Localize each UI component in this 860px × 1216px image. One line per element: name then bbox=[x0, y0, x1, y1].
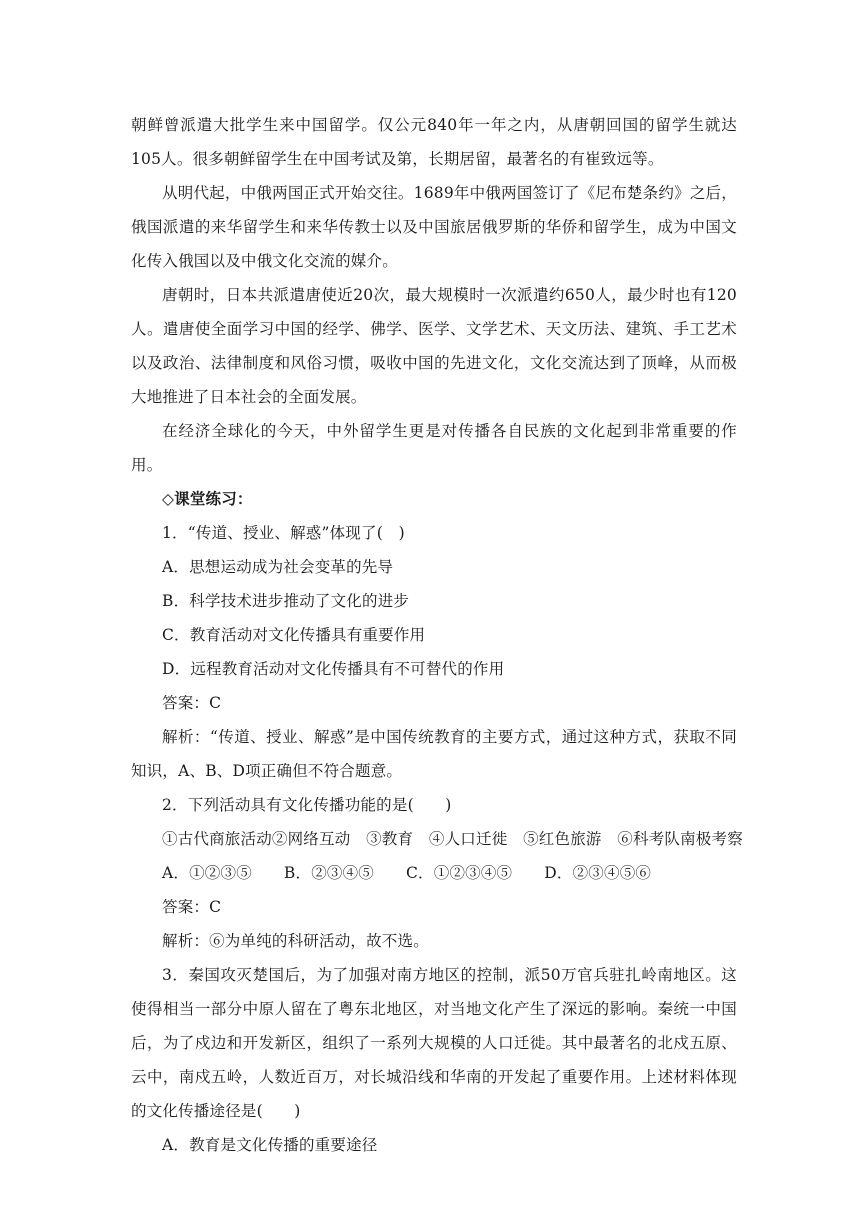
section-heading: ◇课堂练习： bbox=[162, 489, 253, 508]
question-3-option-a: A．教育是文化传播的重要途径 bbox=[162, 1136, 378, 1154]
question-1-analysis: 解析：“传道、授业、解惑”是中国传统教育的主要方式，通过这种方式，获取不同知识，A、B、D项正确但不符合题意。 bbox=[131, 728, 737, 780]
question-2-stem: 2．下列活动具有文化传播功能的是( ) bbox=[162, 796, 452, 814]
question-2-option-b: B．②③④⑤ bbox=[283, 864, 374, 882]
document-body bbox=[131, 108, 743, 1162]
question-1-stem: 1．“传道、授业、解惑”体现了( ) bbox=[162, 524, 405, 542]
question-1-option-c: C．教育活动对文化传播具有重要作用 bbox=[162, 626, 426, 644]
question-1-answer: 答案：C bbox=[162, 694, 222, 712]
question-2-items: ①古代商旅活动②网络互动 ③教育 ④人口迁徙 ⑤红色旅游 ⑥科考队南极考察 bbox=[162, 830, 743, 848]
question-1-option-d: D．远程教育活动对文化传播具有不可替代的作用 bbox=[162, 660, 505, 678]
question-2-option-c: C．①②③④⑤ bbox=[406, 864, 513, 882]
question-1-option-b: B．科学技术进步推动了文化的进步 bbox=[162, 592, 410, 610]
question-2-options bbox=[131, 856, 737, 890]
paragraph-japan: 唐朝时，日本共派遣唐使近20次，最大规模时一次派遣约650人，最少时也有120人。遣唐使全面学习中国的经学、佛学、医学、文学艺术、天文历法、建筑、手工艺术以及政治、法律制度和风俗习惯，吸收中国的先进文化，文化交流达到了顶峰，从而极大地推进了日本社会的全面发展。 bbox=[131, 286, 737, 406]
paragraph-globalization: 在经济全球化的今天，中外留学生更是对传播各自民族的文化起到非常重要的作用。 bbox=[131, 422, 737, 474]
question-2-option-d: D．②③④⑤⑥ bbox=[544, 864, 652, 882]
question-2-answer: 答案：C bbox=[162, 898, 222, 916]
question-2-option-a: A．①②③⑤ bbox=[162, 864, 252, 882]
paragraph-russia: 从明代起，中俄两国正式开始交往。1689年中俄两国签订了《尼布楚条约》之后，俄国派遣的来华留学生和来华传教士以及中国旅居俄罗斯的华侨和留学生，成为中国文化传入俄国以及中俄文化交流的媒介。 bbox=[131, 184, 737, 270]
paragraph-korea: 朝鲜曾派遣大批学生来中国留学。仅公元840年一年之内，从唐朝回国的留学生就达105人。很多朝鲜留学生在中国考试及第，长期居留，最著名的有崔致远等。 bbox=[131, 116, 737, 168]
question-3-stem: 3．秦国攻灭楚国后，为了加强对南方地区的控制，派50万官兵驻扎岭南地区。这使得相当一部分中原人留在了粤东北地区，对当地文化产生了深远的影响。秦统一中国后，为了戍边和开发新区，组织了一系列大规模的人口迁徙。其中最著名的北戍五原、云中，南戍五岭，人数近百万，对长城沿线和华南的开发起了重要作用。上述材料体现的文化传播途径是( ) bbox=[131, 966, 737, 1120]
question-2-analysis: 解析：⑥为单纯的科研活动，故不选。 bbox=[162, 932, 429, 950]
question-1-option-a: A．思想运动成为社会变革的先导 bbox=[162, 558, 394, 576]
